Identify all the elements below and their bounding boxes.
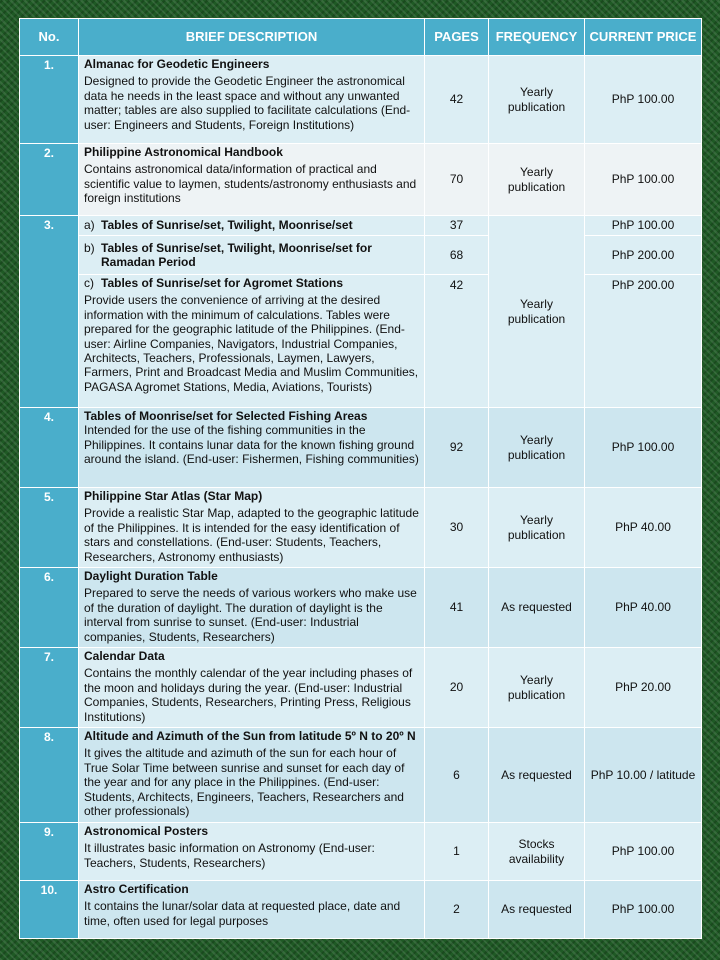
row-description xyxy=(79,236,425,275)
row-body: Contains the monthly calendar of the year including phases of the moon and holidays during the year. (End-user: Industrial Companies, Students, Researchers, Printing Press, Religious Institutions) xyxy=(84,666,413,724)
row-description xyxy=(79,56,425,144)
row-title: Almanac for Geodetic Engineers xyxy=(84,57,270,71)
row-number: 9. xyxy=(20,823,79,881)
table-row xyxy=(20,56,702,144)
sub-label: a) xyxy=(84,218,95,233)
row-price: PhP 100.00 xyxy=(585,823,702,881)
header-frequency: FREQUENCY xyxy=(489,19,585,56)
sub-title: Tables of Sunrise/set for Agromet Stations xyxy=(101,276,344,290)
row-number: 7. xyxy=(20,648,79,728)
row-description xyxy=(79,488,425,568)
row-number: 4. xyxy=(20,408,79,488)
table-row xyxy=(20,216,702,236)
table-header-row xyxy=(20,19,702,56)
table-row xyxy=(20,236,702,275)
row-description xyxy=(79,216,425,236)
row-frequency: Yearly publication xyxy=(489,408,585,488)
row-body: It gives the altitude and azimuth of the sun for each hour of True Solar Time between sunrise and sunset for each day of the year and for any place in the Philippines. (End-user: Students, Architects, Engineers, Teachers, Researchers and other professionals) xyxy=(84,746,405,819)
row-pages: 70 xyxy=(425,144,489,216)
row-frequency: Yearly publication xyxy=(489,648,585,728)
row-price: PhP 200.00 xyxy=(585,275,702,408)
sub-title: Tables of Sunrise/set, Twilight, Moonrise/set for Ramadan Period xyxy=(101,240,372,269)
row-description xyxy=(79,144,425,216)
row-frequency: Yearly publication xyxy=(489,488,585,568)
row-number: 5. xyxy=(20,488,79,568)
header-price: CURRENT PRICE xyxy=(585,19,702,56)
table-row xyxy=(20,881,702,939)
row-title: Astronomical Posters xyxy=(84,824,209,838)
row-body: It contains the lunar/solar data at requested place, date and time, often used for legal purposes xyxy=(84,899,401,928)
table-row xyxy=(20,408,702,488)
row-price: PhP 200.00 xyxy=(585,236,702,275)
row-description xyxy=(79,823,425,881)
header-no: No. xyxy=(20,19,79,56)
row-description xyxy=(79,881,425,939)
row-pages: 41 xyxy=(425,568,489,648)
row-body: Contains astronomical data/information of practical and scientific value to laymen, students/astronomy enthusiasts and foreign institutions xyxy=(84,162,417,206)
row-pages: 37 xyxy=(425,216,489,236)
sub-label: c) xyxy=(84,276,94,290)
row-title: Calendar Data xyxy=(84,649,165,663)
row-price: PhP 100.00 xyxy=(585,408,702,488)
row-title: Tables of Moonrise/set for Selected Fishing Areas xyxy=(84,409,368,423)
row-pages: 42 xyxy=(425,56,489,144)
row-pages: 42 xyxy=(425,275,489,408)
table-row xyxy=(20,275,702,408)
row-body: Prepared to serve the needs of various workers who make use of the duration of daylight. The duration of daylight is the interval from sunrise to sunset. (End-user: Industrial companies, Students, Researchers) xyxy=(84,586,417,644)
row-frequency: Yearly publication xyxy=(489,56,585,144)
row-description xyxy=(79,568,425,648)
row-pages: 68 xyxy=(425,236,489,275)
row-pages: 1 xyxy=(425,823,489,881)
row-description xyxy=(79,275,425,408)
row-title: Philippine Astronomical Handbook xyxy=(84,145,283,159)
row-title: Daylight Duration Table xyxy=(84,569,218,583)
table-row xyxy=(20,823,702,881)
row-price: PhP 10.00 / latitude xyxy=(585,728,702,823)
row-price: PhP 40.00 xyxy=(585,488,702,568)
header-pages: PAGES xyxy=(425,19,489,56)
table-row xyxy=(20,488,702,568)
row-number: 1. xyxy=(20,56,79,144)
row-number: 3. xyxy=(20,216,79,408)
header-description: BRIEF DESCRIPTION xyxy=(79,19,425,56)
row-number: 10. xyxy=(20,881,79,939)
sub-label: b) xyxy=(84,240,95,255)
row-body: Provide users the convenience of arriving at the desired information with the minimum of calculations. Tables were prepared for the geographic latitude of the Philippines. (End-user: Airline Companies, Navigators, Industrial Companies, Architects, Teachers, Professionals, Laymen, Lawyers, Farmers, Print and Broadcast Media and Muslim Communities, PAGASA Agromet Stations, Media, Aviations, Tourists) xyxy=(84,293,419,394)
row-pages: 2 xyxy=(425,881,489,939)
table-row xyxy=(20,648,702,728)
row-frequency: Stocks availability xyxy=(489,823,585,881)
row-title: Altitude and Azimuth of the Sun from latitude 5º N to 20º N xyxy=(84,729,416,743)
row-title: Astro Certification xyxy=(84,882,189,896)
sub-title: Tables of Sunrise/set, Twilight, Moonrise/set xyxy=(101,218,353,233)
row-description xyxy=(79,408,425,488)
row-price: PhP 100.00 xyxy=(585,216,702,236)
row-pages: 92 xyxy=(425,408,489,488)
row-price: PhP 40.00 xyxy=(585,568,702,648)
row-number: 6. xyxy=(20,568,79,648)
row-body: It illustrates basic information on Astronomy (End-user: Teachers, Students, Researchers) xyxy=(84,841,375,870)
row-number: 8. xyxy=(20,728,79,823)
row-frequency: As requested xyxy=(489,881,585,939)
row-pages: 20 xyxy=(425,648,489,728)
table-row xyxy=(20,728,702,823)
row-frequency: Yearly publication xyxy=(489,144,585,216)
row-body: Designed to provide the Geodetic Engineer the astronomical data he needs in the least space and without any unwanted matter; tables are also supplied to facilitate calculations (End-user: Engineers and Students, Foreign Institutions) xyxy=(84,74,411,132)
row-pages: 6 xyxy=(425,728,489,823)
row-frequency: Yearly publication xyxy=(489,216,585,408)
row-frequency: As requested xyxy=(489,728,585,823)
row-body: Intended for the use of the fishing communities in the Philippines. It contains lunar data for the known fishing ground around the island. (End-user: Fishermen, Fishing communities) xyxy=(84,423,419,467)
row-description xyxy=(79,648,425,728)
row-price: PhP 100.00 xyxy=(585,881,702,939)
row-price: PhP 100.00 xyxy=(585,144,702,216)
row-frequency: As requested xyxy=(489,568,585,648)
row-price: PhP 20.00 xyxy=(585,648,702,728)
row-title: Philippine Star Atlas (Star Map) xyxy=(84,489,263,503)
row-body: Provide a realistic Star Map, adapted to the geographic latitude of the Philippines. It is intended for the easy identification of stars and constellations. (End-user: Students, Teachers, Researchers, Astronomy enthusiasts) xyxy=(84,506,419,564)
publications-table xyxy=(19,18,702,939)
row-number: 2. xyxy=(20,144,79,216)
table-row xyxy=(20,144,702,216)
row-price: PhP 100.00 xyxy=(585,56,702,144)
table-row xyxy=(20,568,702,648)
row-description xyxy=(79,728,425,823)
row-pages: 30 xyxy=(425,488,489,568)
